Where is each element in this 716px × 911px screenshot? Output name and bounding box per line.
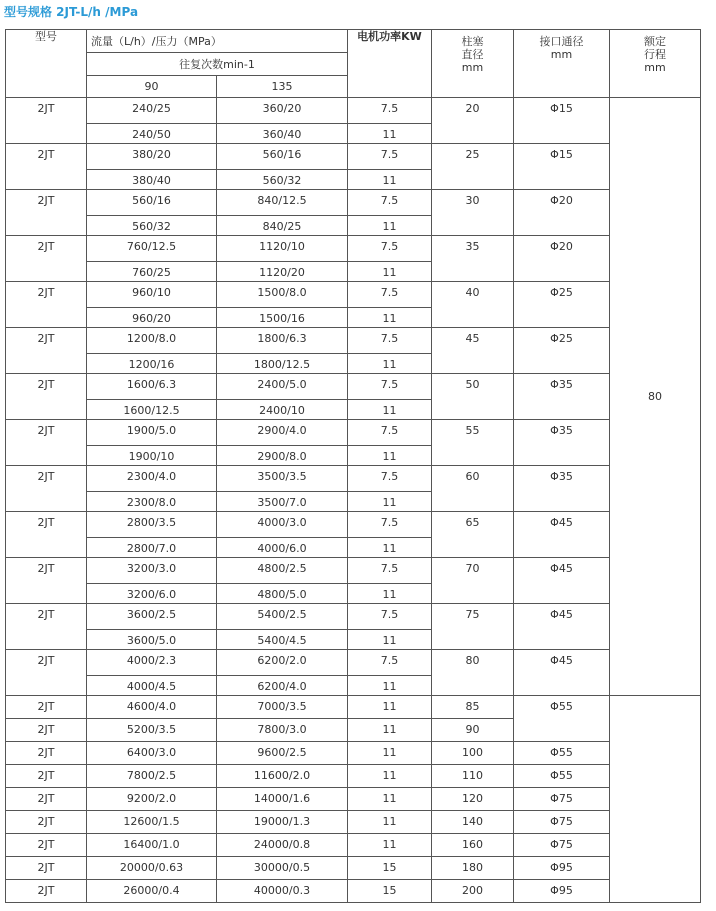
table-row: [6, 742, 701, 765]
motor-power-cell: 11: [348, 354, 432, 374]
flow-pressure-135-cell: 1800/12.5: [217, 354, 348, 374]
header-rated-stroke: [610, 30, 701, 98]
model-cell: 2JT: [6, 650, 87, 696]
model-cell: 2JT: [6, 696, 87, 719]
motor-power-cell: 11: [348, 400, 432, 420]
port-diameter-cell: Φ45: [514, 604, 610, 650]
plunger-diameter-cell: 180: [432, 857, 514, 880]
flow-pressure-90-cell: 9200/2.0: [87, 788, 217, 811]
flow-pressure-90-cell: 960/10: [87, 282, 217, 308]
motor-power-cell: 11: [348, 788, 432, 811]
model-cell: 2JT: [6, 466, 87, 512]
flow-pressure-90-cell: 26000/0.4: [87, 880, 217, 903]
flow-pressure-90-cell: 5200/3.5: [87, 719, 217, 742]
plunger-diameter-cell: 200: [432, 880, 514, 903]
model-cell: 2JT: [6, 765, 87, 788]
model-cell: 2JT: [6, 834, 87, 857]
flow-pressure-135-cell: 2400/10: [217, 400, 348, 420]
plunger-diameter-cell: 45: [432, 328, 514, 374]
port-diameter-cell: Φ15: [514, 144, 610, 190]
plunger-diameter-cell: 65: [432, 512, 514, 558]
port-diameter-cell: Φ45: [514, 650, 610, 696]
motor-power-cell: 11: [348, 308, 432, 328]
motor-power-cell: 7.5: [348, 236, 432, 262]
port-diameter-cell: Φ55: [514, 742, 610, 765]
model-cell: 2JT: [6, 742, 87, 765]
flow-pressure-90-cell: 7800/2.5: [87, 765, 217, 788]
port-diameter-cell: Φ75: [514, 788, 610, 811]
header-model: 型号: [6, 30, 87, 98]
table-row: [6, 834, 701, 857]
plunger-diameter-cell: 50: [432, 374, 514, 420]
model-cell: 2JT: [6, 144, 87, 190]
flow-pressure-135-cell: 840/25: [217, 216, 348, 236]
port-diameter-cell: Φ95: [514, 880, 610, 903]
flow-pressure-135-cell: 560/16: [217, 144, 348, 170]
plunger-diameter-cell: 140: [432, 811, 514, 834]
flow-pressure-90-cell: 560/16: [87, 190, 217, 216]
model-cell: 2JT: [6, 374, 87, 420]
flow-pressure-90-cell: 240/50: [87, 124, 217, 144]
plunger-diameter-cell: 70: [432, 558, 514, 604]
flow-pressure-90-cell: 1900/5.0: [87, 420, 217, 446]
model-cell: 2JT: [6, 719, 87, 742]
flow-pressure-135-cell: 40000/0.3: [217, 880, 348, 903]
model-cell: 2JT: [6, 512, 87, 558]
table-row: [6, 282, 701, 308]
plunger-diameter-cell: 60: [432, 466, 514, 512]
flow-pressure-90-cell: 16400/1.0: [87, 834, 217, 857]
port-header-line: 接口通径: [539, 35, 584, 48]
stroke-header-line: 额定: [644, 35, 666, 48]
flow-pressure-90-cell: 2800/7.0: [87, 538, 217, 558]
flow-pressure-90-cell: 3200/6.0: [87, 584, 217, 604]
table-row: [6, 374, 701, 400]
motor-power-cell: 7.5: [348, 420, 432, 446]
plunger-diameter-cell: 35: [432, 236, 514, 282]
flow-pressure-135-cell: 6200/2.0: [217, 650, 348, 676]
flow-pressure-135-cell: 2900/4.0: [217, 420, 348, 446]
plunger-diameter-cell: 110: [432, 765, 514, 788]
stroke-header-line: 行程: [644, 48, 666, 61]
motor-power-cell: 7.5: [348, 466, 432, 492]
port-diameter-cell: Φ55: [514, 765, 610, 788]
port-diameter-cell: Φ95: [514, 857, 610, 880]
port-diameter-cell: Φ35: [514, 466, 610, 512]
motor-power-cell: 7.5: [348, 190, 432, 216]
flow-pressure-135-cell: 7800/3.0: [217, 719, 348, 742]
flow-pressure-90-cell: 3600/2.5: [87, 604, 217, 630]
header-stroke-rate: 往复次数min-1: [87, 53, 348, 76]
model-cell: 2JT: [6, 236, 87, 282]
flow-pressure-135-cell: 1500/8.0: [217, 282, 348, 308]
plunger-diameter-cell: 100: [432, 742, 514, 765]
table-row: [6, 144, 701, 170]
port-diameter-cell: Φ75: [514, 834, 610, 857]
motor-power-cell: 7.5: [348, 558, 432, 584]
flow-pressure-90-cell: 1900/10: [87, 446, 217, 466]
motor-power-cell: 11: [348, 216, 432, 236]
motor-power-cell: 11: [348, 538, 432, 558]
header-motor-power: 电机功率KW: [348, 30, 432, 98]
header-rate-135: 135: [217, 76, 348, 98]
plunger-diameter-cell: 75: [432, 604, 514, 650]
model-cell: 2JT: [6, 420, 87, 466]
plunger-diameter-cell: 80: [432, 650, 514, 696]
flow-pressure-90-cell: 1600/6.3: [87, 374, 217, 400]
flow-pressure-90-cell: 3600/5.0: [87, 630, 217, 650]
table-row: [6, 788, 701, 811]
flow-pressure-90-cell: 240/25: [87, 98, 217, 124]
flow-pressure-135-cell: 11600/2.0: [217, 765, 348, 788]
motor-power-cell: 11: [348, 446, 432, 466]
table-row: [6, 765, 701, 788]
motor-power-cell: 11: [348, 492, 432, 512]
table-row: [6, 420, 701, 446]
flow-pressure-135-cell: 2400/5.0: [217, 374, 348, 400]
flow-pressure-90-cell: 380/20: [87, 144, 217, 170]
flow-pressure-135-cell: 9600/2.5: [217, 742, 348, 765]
flow-pressure-135-cell: 2900/8.0: [217, 446, 348, 466]
port-diameter-cell: Φ25: [514, 282, 610, 328]
model-cell: 2JT: [6, 857, 87, 880]
motor-power-cell: 7.5: [348, 512, 432, 538]
table-row: [6, 190, 701, 216]
port-header-line: mm: [550, 48, 573, 61]
flow-pressure-90-cell: 20000/0.63: [87, 857, 217, 880]
motor-power-cell: 15: [348, 857, 432, 880]
flow-pressure-90-cell: 960/20: [87, 308, 217, 328]
flow-pressure-135-cell: 4000/3.0: [217, 512, 348, 538]
table-row: [6, 880, 701, 903]
port-diameter-cell: Φ15: [514, 98, 610, 144]
flow-pressure-90-cell: 12600/1.5: [87, 811, 217, 834]
flow-pressure-90-cell: 1200/8.0: [87, 328, 217, 354]
flow-pressure-135-cell: 3500/3.5: [217, 466, 348, 492]
flow-pressure-135-cell: 5400/2.5: [217, 604, 348, 630]
model-cell: 2JT: [6, 604, 87, 650]
plunger-header-line: mm: [461, 61, 484, 74]
flow-pressure-90-cell: 1200/16: [87, 354, 217, 374]
flow-pressure-135-cell: 4800/5.0: [217, 584, 348, 604]
page-title: 型号规格 2JT-L/h /MPa: [4, 5, 139, 19]
motor-power-cell: 11: [348, 170, 432, 190]
port-diameter-cell: Φ45: [514, 558, 610, 604]
flow-pressure-135-cell: 3500/7.0: [217, 492, 348, 512]
motor-power-cell: 7.5: [348, 98, 432, 124]
flow-pressure-135-cell: 7000/3.5: [217, 696, 348, 719]
plunger-diameter-cell: 160: [432, 834, 514, 857]
flow-pressure-135-cell: 24000/0.8: [217, 834, 348, 857]
flow-pressure-135-cell: 840/12.5: [217, 190, 348, 216]
motor-power-cell: 11: [348, 742, 432, 765]
plunger-header-line: 直径: [461, 48, 484, 61]
table-row: [6, 811, 701, 834]
plunger-diameter-cell: 85: [432, 696, 514, 719]
table-row: [6, 98, 701, 124]
table-row: [6, 696, 701, 719]
motor-power-cell: 11: [348, 584, 432, 604]
flow-pressure-135-cell: 14000/1.6: [217, 788, 348, 811]
motor-power-cell: 7.5: [348, 650, 432, 676]
motor-power-cell: 11: [348, 676, 432, 696]
flow-pressure-90-cell: 4600/4.0: [87, 696, 217, 719]
flow-pressure-135-cell: 1120/10: [217, 236, 348, 262]
rated-stroke-cell: 80: [610, 98, 701, 696]
port-diameter-cell: Φ25: [514, 328, 610, 374]
plunger-diameter-cell: 40: [432, 282, 514, 328]
table-row: [6, 650, 701, 676]
motor-power-cell: 7.5: [348, 144, 432, 170]
motor-power-cell: 11: [348, 834, 432, 857]
model-cell: 2JT: [6, 190, 87, 236]
flow-pressure-135-cell: 1800/6.3: [217, 328, 348, 354]
plunger-diameter-cell: 25: [432, 144, 514, 190]
header-rate-90: 90: [87, 76, 217, 98]
flow-pressure-90-cell: 760/25: [87, 262, 217, 282]
flow-pressure-135-cell: 19000/1.3: [217, 811, 348, 834]
plunger-diameter-cell: 30: [432, 190, 514, 236]
flow-pressure-135-cell: 360/20: [217, 98, 348, 124]
header-plunger-diameter: [432, 30, 514, 98]
rated-stroke-blank-cell: [610, 696, 701, 903]
motor-power-cell: 7.5: [348, 374, 432, 400]
plunger-diameter-cell: 90: [432, 719, 514, 742]
flow-pressure-90-cell: 760/12.5: [87, 236, 217, 262]
table-row: [6, 604, 701, 630]
motor-power-cell: 7.5: [348, 282, 432, 308]
table-row: [6, 512, 701, 538]
flow-pressure-90-cell: 2800/3.5: [87, 512, 217, 538]
port-diameter-cell: Φ35: [514, 420, 610, 466]
motor-power-cell: 15: [348, 880, 432, 903]
model-cell: 2JT: [6, 98, 87, 144]
stroke-header-line: mm: [644, 61, 666, 74]
flow-pressure-90-cell: 560/32: [87, 216, 217, 236]
flow-pressure-135-cell: 30000/0.5: [217, 857, 348, 880]
motor-power-cell: 7.5: [348, 328, 432, 354]
motor-power-cell: 11: [348, 765, 432, 788]
motor-power-cell: 11: [348, 124, 432, 144]
port-diameter-cell: Φ35: [514, 374, 610, 420]
table-row: [6, 857, 701, 880]
flow-pressure-135-cell: 4000/6.0: [217, 538, 348, 558]
plunger-diameter-cell: 120: [432, 788, 514, 811]
model-cell: 2JT: [6, 558, 87, 604]
spec-table: [5, 29, 701, 903]
model-cell: 2JT: [6, 880, 87, 903]
flow-pressure-90-cell: 2300/4.0: [87, 466, 217, 492]
flow-pressure-135-cell: 560/32: [217, 170, 348, 190]
flow-pressure-135-cell: 360/40: [217, 124, 348, 144]
flow-pressure-90-cell: 380/40: [87, 170, 217, 190]
model-cell: 2JT: [6, 788, 87, 811]
flow-pressure-90-cell: 4000/2.3: [87, 650, 217, 676]
port-diameter-cell: Φ55: [514, 696, 610, 742]
flow-pressure-135-cell: 1500/16: [217, 308, 348, 328]
flow-pressure-135-cell: 5400/4.5: [217, 630, 348, 650]
motor-power-cell: 11: [348, 696, 432, 719]
table-row: [6, 466, 701, 492]
plunger-diameter-cell: 55: [432, 420, 514, 466]
port-diameter-cell: Φ20: [514, 236, 610, 282]
motor-power-cell: 7.5: [348, 604, 432, 630]
port-diameter-cell: Φ75: [514, 811, 610, 834]
flow-pressure-90-cell: 4000/4.5: [87, 676, 217, 696]
flow-pressure-135-cell: 1120/20: [217, 262, 348, 282]
flow-pressure-135-cell: 6200/4.0: [217, 676, 348, 696]
flow-pressure-90-cell: 2300/8.0: [87, 492, 217, 512]
plunger-header-line: 柱塞: [461, 35, 484, 48]
model-cell: 2JT: [6, 811, 87, 834]
header-port-diameter: [514, 30, 610, 98]
flow-pressure-90-cell: 1600/12.5: [87, 400, 217, 420]
model-cell: 2JT: [6, 282, 87, 328]
motor-power-cell: 11: [348, 630, 432, 650]
header-flow-pressure: 流量（L/h）/压力（MPa）: [87, 30, 348, 53]
flow-pressure-90-cell: 6400/3.0: [87, 742, 217, 765]
table-row: [6, 558, 701, 584]
table-row: [6, 328, 701, 354]
table-row: [6, 236, 701, 262]
port-diameter-cell: Φ45: [514, 512, 610, 558]
motor-power-cell: 11: [348, 811, 432, 834]
flow-pressure-135-cell: 4800/2.5: [217, 558, 348, 584]
flow-pressure-90-cell: 3200/3.0: [87, 558, 217, 584]
model-cell: 2JT: [6, 328, 87, 374]
port-diameter-cell: Φ20: [514, 190, 610, 236]
motor-power-cell: 11: [348, 262, 432, 282]
motor-power-cell: 11: [348, 719, 432, 742]
plunger-diameter-cell: 20: [432, 98, 514, 144]
